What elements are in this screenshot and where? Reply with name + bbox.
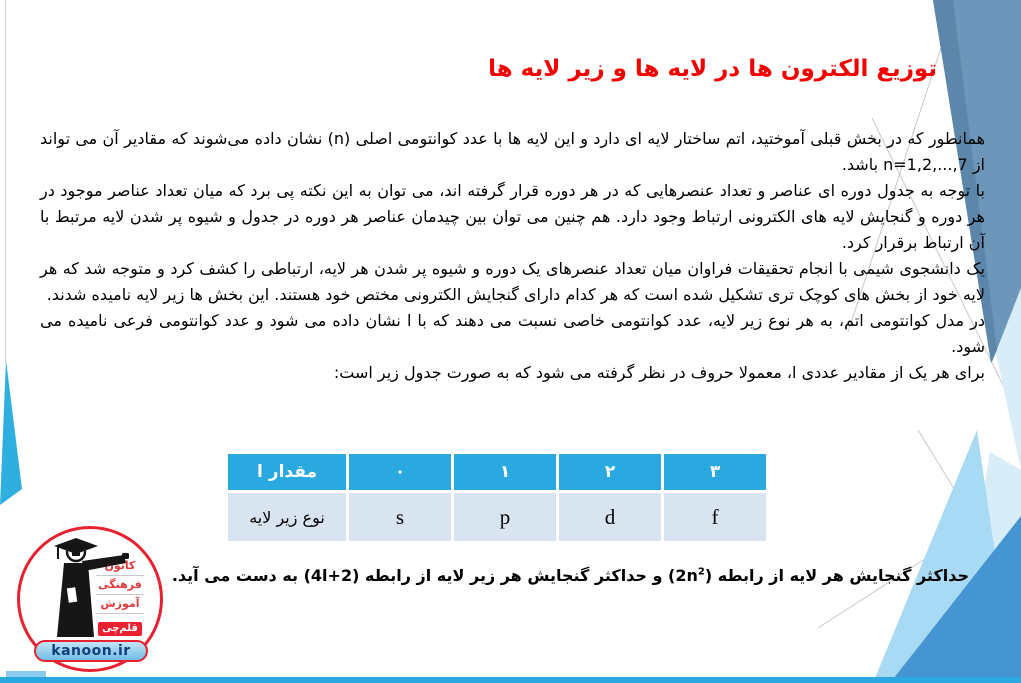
paragraph: برای هر یک از مقادیر عددی l، معمولا حروف در نظر گرفته می شود که به صورت جدول زیر است: <box>333 363 985 382</box>
formula-lead: حداکثر گنجایش هر لایه از رابطه <box>712 566 969 585</box>
ghalamchi-badge: قلم‌چی <box>98 622 142 636</box>
body-text <box>40 126 985 386</box>
table-cell-d: d <box>559 493 661 541</box>
capacity-formula-text <box>172 566 969 585</box>
subshell-table <box>228 454 766 541</box>
paragraph: یک دانشجوی شیمی با انجام تحقیقات فراوان میان تعداد عنصرهای یک دوره و شیوه پر شدن هر لایه، ارتباطی را کشف کرد و متوجه شد که هر لایه خود از بخش های کوچک تری تشکیل شده است که هر کدام دارای گنجایش الکترونی مختص خود هستند. این بخش ها زیر لایه نامیده شدند. <box>40 259 985 304</box>
table-header-2: ۲ <box>559 454 661 490</box>
formula-4l2: (4l+2) <box>303 566 360 585</box>
cyan-sliver-bottom-left <box>0 360 22 505</box>
table-header-3: ۳ <box>664 454 766 490</box>
table-cell-f: f <box>664 493 766 541</box>
cyan-small-rect-bottom-left <box>6 671 46 678</box>
paragraph: با توجه به جدول دوره ای عناصر و تعداد عنصرهایی که در هر دوره قرار گرفته اند، می توان به این نکته پی برد که میان تعداد عناصر موجود در هر دوره و گنجایش لایه های الکترونی ارتباط وجود دارد. هم چنین می توان بین چیدمان عناصر هر دوره در جدول و شیوه پر شدن لایه مرتبط با آن ارتباط برقرار کرد. <box>40 181 985 252</box>
kanoon-word: فرهنگی <box>96 578 144 595</box>
table-cell-p: p <box>454 493 556 541</box>
kanoon-logo-text-column <box>96 559 144 636</box>
formula-tail: به دست می آید. <box>171 566 304 585</box>
formula-mid: و حداکثر گنجایش هر زیر لایه از رابطه <box>359 566 669 585</box>
kanoon-word: کانون <box>96 559 144 576</box>
page-title: توزیع الکترون ها در لایه ها و زیر لایه ها <box>488 56 937 82</box>
kanoon-logo <box>17 526 163 672</box>
kanoon-site-pill: kanoon.ir <box>34 640 148 662</box>
paragraph: در مدل کوانتومی اتم، به هر نوع زیر لایه، عدد کوانتومی خاصی نسبت می دهند که با l نشان داده می شود و عدد کوانتومی فرعی نامیده می شود. <box>40 311 986 356</box>
bottom-bar <box>0 677 1021 683</box>
kanoon-logo-inner <box>20 529 160 669</box>
table-header-1: ۱ <box>454 454 556 490</box>
table-row-label: نوع زیر لایه <box>228 493 346 541</box>
kanoon-word: آموزش <box>96 597 144 614</box>
table-header-l-value: مقدار l <box>228 454 346 490</box>
table-cell-s: s <box>349 493 451 541</box>
formula-2n2: $(2n^2)$ <box>668 566 713 585</box>
table-header-0: ۰ <box>349 454 451 490</box>
paragraph: همانطور که در بخش قبلی آموختید، اتم ساختار لایه ای دارد و این لایه ها با عدد کوانتومی اصلی (n) نشان داده می‌شوند که مقادیر آن می تواند از n=1,2,...,7 باشد. <box>40 129 986 174</box>
